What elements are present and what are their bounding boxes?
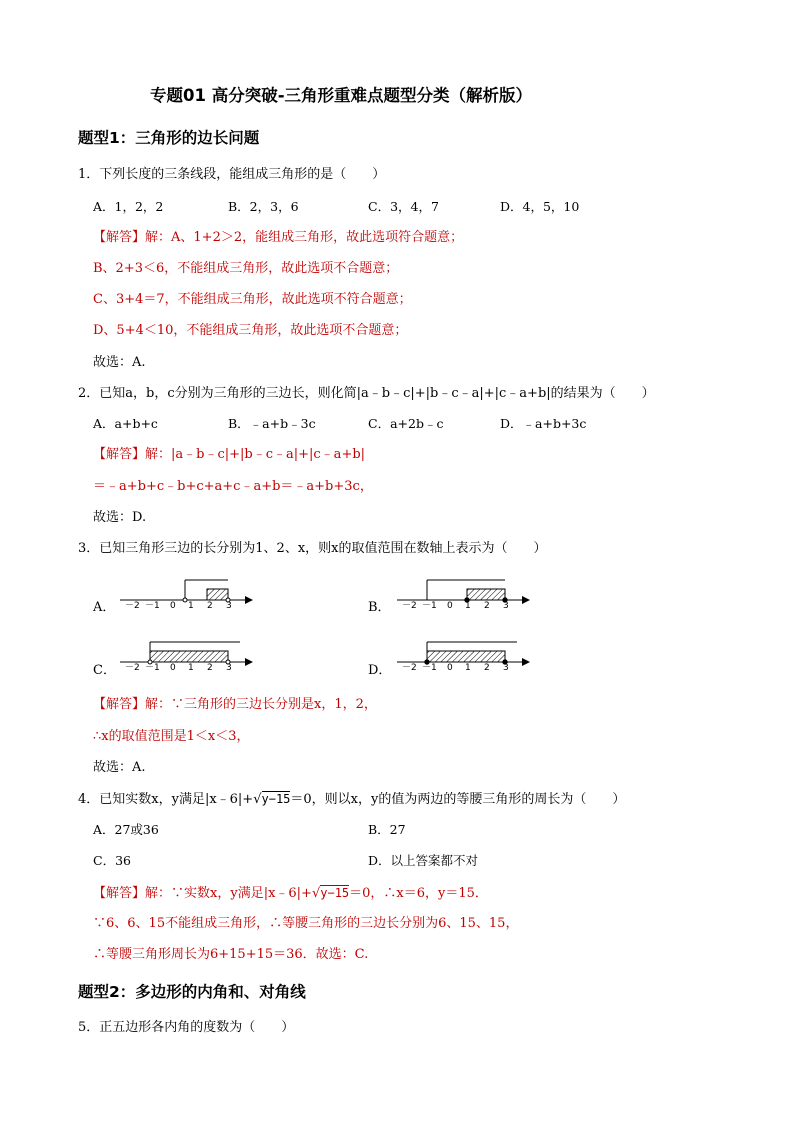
- question-1-stem: 1．下列长度的三条线段，能组成三角形的是（ ）: [78, 167, 386, 182]
- tick-label: 3: [503, 663, 509, 673]
- tick-label: 0: [447, 601, 453, 611]
- tick-label: 2: [207, 663, 213, 673]
- tick-label: 1: [188, 663, 194, 673]
- q1-answer-line-1: [93, 230, 463, 246]
- tick-label: 0: [170, 601, 176, 611]
- q4-answer-line-1: [93, 885, 488, 902]
- q3-option-b-label: B．: [368, 600, 391, 615]
- tick-label: －1: [422, 663, 437, 673]
- section-heading-1: 题型1：三角形的边长问题: [78, 129, 260, 147]
- q1-choice: 故选：A.: [93, 355, 146, 370]
- q1-answer-line-2: B、2+3＜6，不能组成三角形，故此选项不合题意；: [93, 261, 399, 276]
- tick-label: 2: [207, 601, 213, 611]
- tick-label: 0: [447, 663, 453, 673]
- tick-label: 3: [226, 601, 232, 611]
- tick-label: 0: [170, 663, 176, 673]
- tick-label: 1: [465, 601, 471, 611]
- tick-label: －2: [402, 601, 417, 611]
- answer-tag: 【解答】: [93, 886, 146, 901]
- q4-option-a: A．27或36: [93, 822, 159, 837]
- q3-answer-line-1: [93, 697, 377, 713]
- q1-answer-line-4: D、5+4＜10，不能组成三角形，故此选项不合题意；: [93, 323, 408, 338]
- q2-option-b: B．﹣a+b﹣3c: [228, 416, 316, 431]
- q4-option-d: D．以上答案都不对: [368, 853, 479, 868]
- q3-option-d-label: D．: [368, 663, 392, 678]
- q4-stem-end: ＝0，则以x，y的值为两边的等腰三角形的周长为（ ）: [290, 792, 626, 807]
- q4-option-b: B．27: [368, 822, 406, 837]
- q1-option-a: A．1，2，2: [93, 199, 164, 214]
- tick-label: 1: [188, 601, 194, 611]
- q4-stem-start: 4．已知实数x，y满足|x﹣6|+: [78, 792, 254, 807]
- sqrt-symbol: √: [253, 792, 262, 807]
- tick-label: －2: [125, 601, 140, 611]
- q3-option-d-number-line: [392, 637, 532, 677]
- q1-option-c: C．3，4，7: [368, 199, 439, 214]
- q2-answer-line-1: [93, 447, 365, 463]
- q2-option-c: C．a+2b﹣c: [368, 416, 444, 431]
- answer-tag: 【解答】: [93, 447, 146, 462]
- tick-label: 2: [484, 663, 490, 673]
- page-title: 专题01 高分突破-三角形重难点题型分类（解析版）: [150, 86, 533, 105]
- q3-option-a-label: A．: [93, 600, 116, 615]
- q4-answer-line-2: ∵6、6、15不能组成三角形，∴等腰三角形的三边长分别为6、15、15，: [93, 916, 519, 931]
- answer-text: 解：∵三角形的三边长分别是x，1，2，: [145, 697, 377, 712]
- sqrt-symbol: √: [311, 886, 321, 901]
- q3-answer-line-2: ∴x的取值范围是1＜x＜3，: [93, 729, 250, 744]
- q3-option-c-number-line: [115, 637, 255, 677]
- tick-label: 3: [226, 663, 232, 673]
- q4-option-c: C．36: [93, 853, 131, 868]
- tick-label: 3: [503, 601, 509, 611]
- q3-choice: 故选：A.: [93, 760, 146, 775]
- answer-tag: 【解答】: [93, 697, 146, 712]
- q2-option-a: A．a+b+c: [93, 416, 158, 431]
- q1-option-b: B．2，3，6: [228, 199, 299, 214]
- q2-answer-line-2: ＝﹣a+b+c﹣b+c+a+c﹣a+b＝﹣a+b+3c，: [93, 479, 373, 494]
- question-4-stem: [78, 791, 625, 808]
- question-3-stem: 3．已知三角形三边的长分别为1、2、x，则x的取值范围在数轴上表示为（ ）: [78, 541, 547, 556]
- q4-answer-line-3: ∴等腰三角形周长为6+15+15＝36．故选：C.: [93, 947, 369, 962]
- section-heading-2: 题型2：多边形的内角和、对角线: [78, 983, 306, 1001]
- tick-label: 2: [484, 601, 490, 611]
- answer-text-end: ＝0，∴x＝6，y＝15．: [349, 886, 488, 901]
- tick-label: －1: [145, 601, 160, 611]
- answer-text: 解：A、1+2＞2，能组成三角形，故此选项符合题意；: [145, 230, 464, 245]
- tick-label: －2: [125, 663, 140, 673]
- sqrt-radicand: y−15: [320, 886, 350, 900]
- answer-tag: 【解答】: [93, 230, 146, 245]
- tick-label: －2: [402, 663, 417, 673]
- tick-label: －1: [145, 663, 160, 673]
- q1-answer-line-3: C、3+4＝7，不能组成三角形，故此选项不符合题意；: [93, 292, 412, 307]
- q2-option-d: D．﹣a+b+3c: [500, 416, 587, 431]
- question-2-stem: 2．已知a，b，c分别为三角形的三边长，则化简|a﹣b﹣c|+|b﹣c﹣a|+|c﹣a+b|的结果为（ ）: [78, 386, 655, 401]
- tick-label: 1: [465, 663, 471, 673]
- answer-text: 解：|a﹣b﹣c|+|b﹣c﹣a|+|c﹣a+b|: [145, 447, 366, 462]
- question-5-stem: 5．正五边形各内角的度数为（ ）: [78, 1020, 295, 1035]
- answer-text-start: 解：∵实数x，y满足|x﹣6|+: [145, 886, 312, 901]
- q3-option-b-number-line: [392, 575, 532, 615]
- q3-option-c-label: C．: [93, 663, 116, 678]
- sqrt-radicand: y−15: [261, 792, 291, 806]
- q1-option-d: D．4，5，10: [500, 199, 580, 214]
- q3-option-a-number-line: [115, 575, 255, 615]
- q2-choice: 故选：D.: [93, 510, 147, 525]
- tick-label: －1: [422, 601, 437, 611]
